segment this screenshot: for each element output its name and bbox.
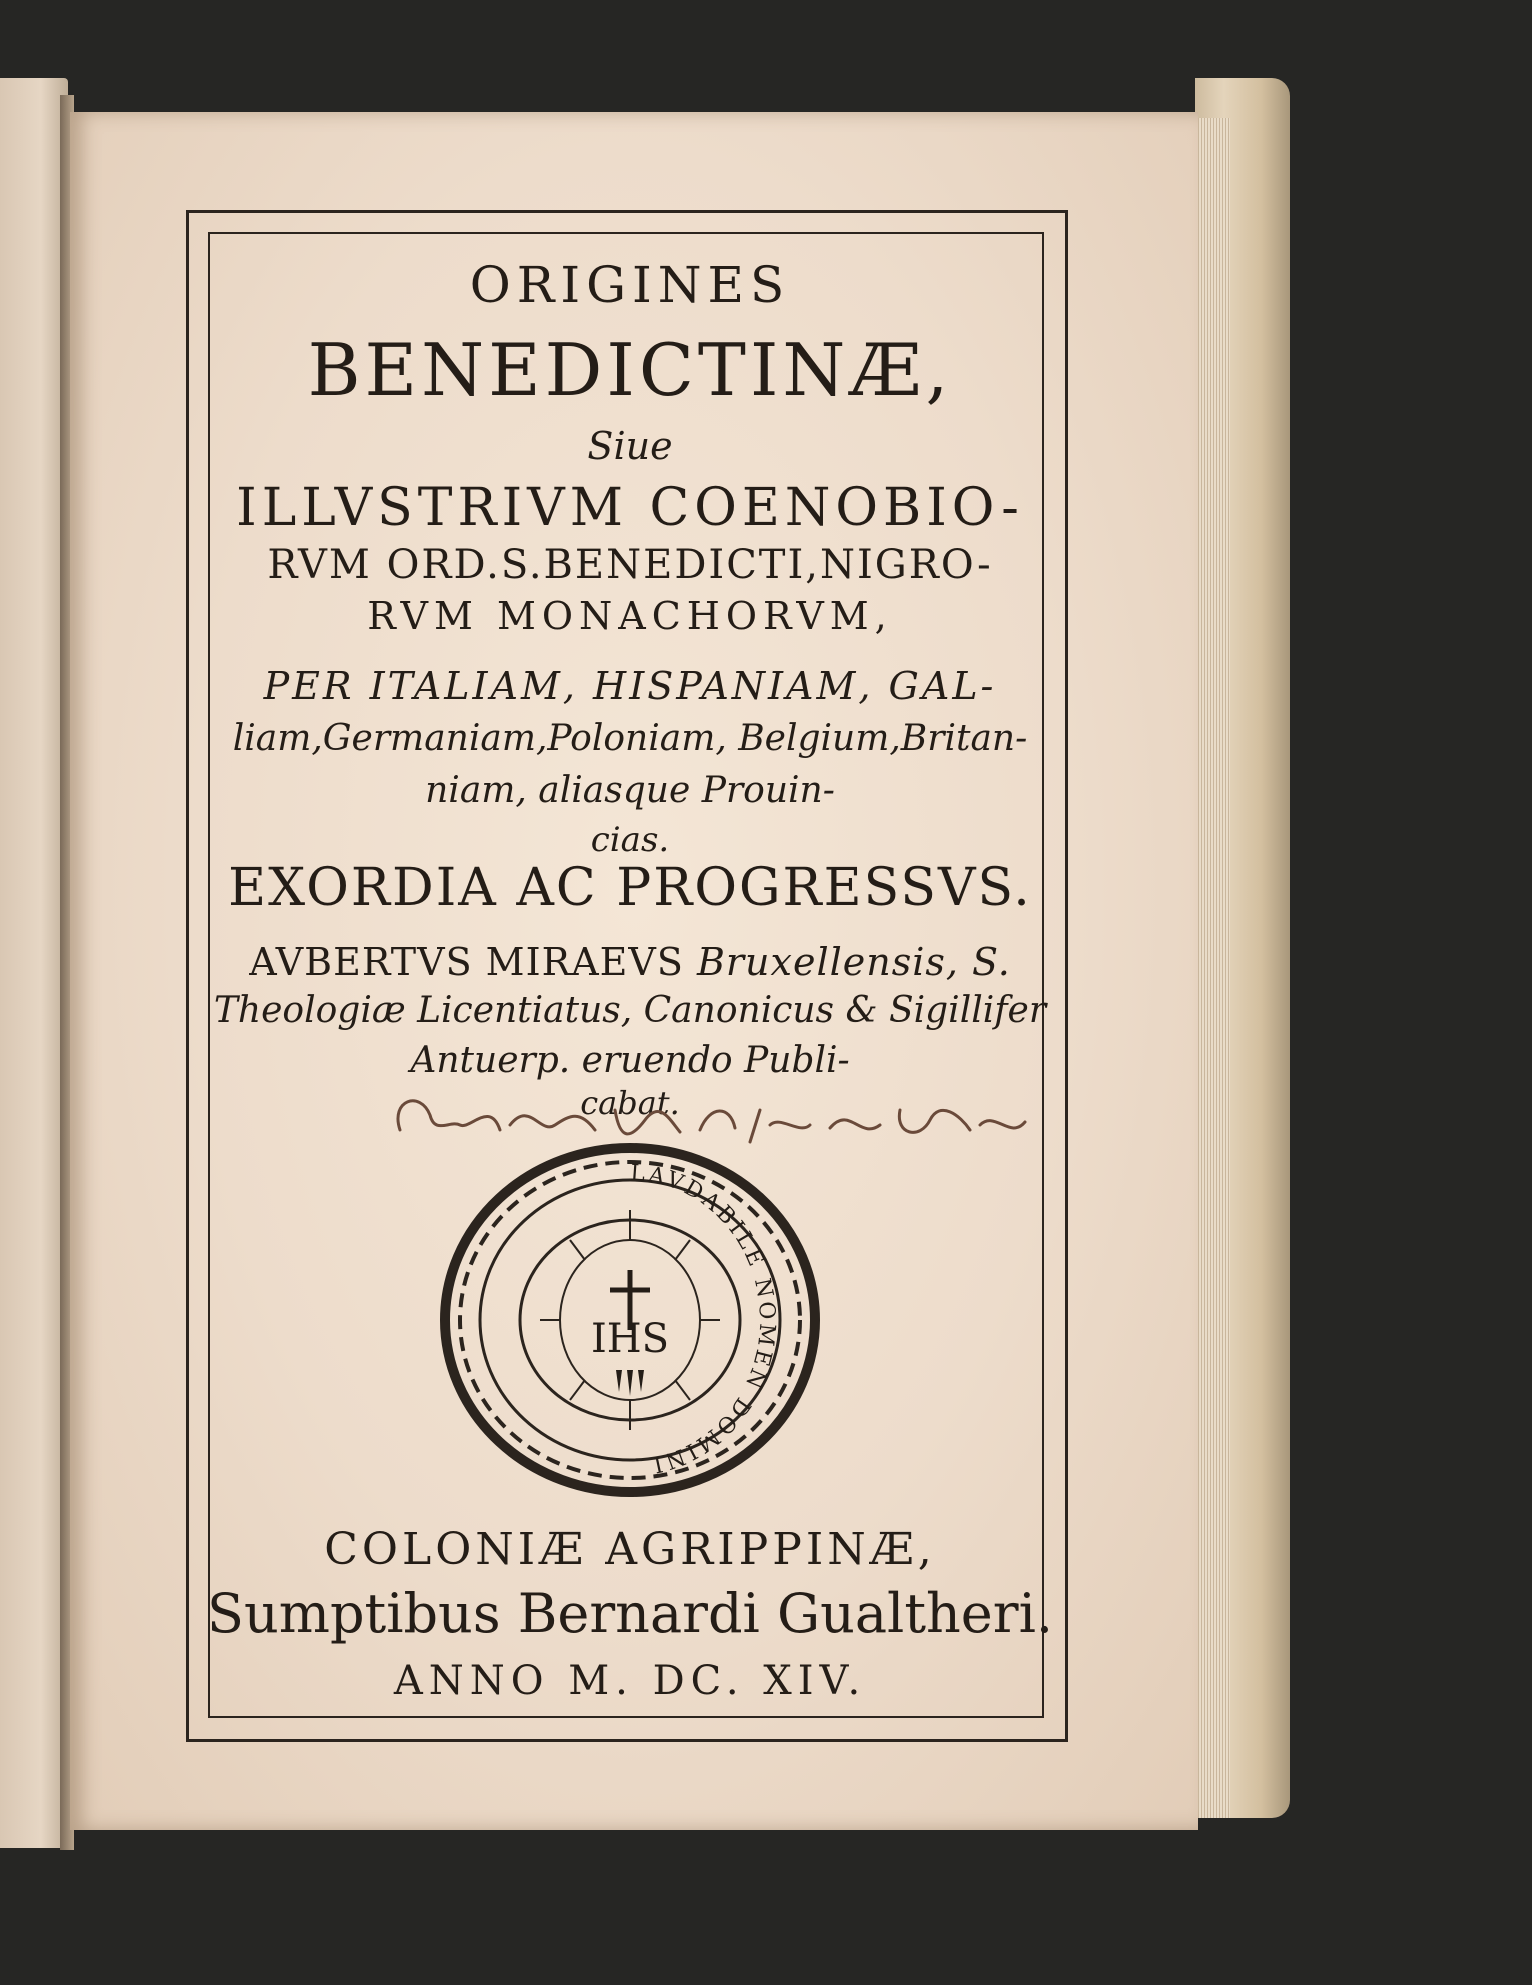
title-line-2: BENEDICTINÆ, (307, 328, 953, 412)
imprint-publisher: Sumptibus Bernardi Gualtheri. (206, 1582, 1054, 1645)
emblem-monogram: IHS (590, 1316, 670, 1362)
title-line-3: Siue (587, 424, 673, 468)
regions-line-4: cias. (590, 820, 670, 860)
title-line-5: RVM ORD.S.BENEDICTI,NIGRO- (267, 542, 993, 588)
author-line-1 (200, 940, 1060, 984)
regions-line-3: niam, aliasque Prouin- (425, 770, 835, 811)
author-line-4: cabat. (580, 1084, 680, 1122)
title-line-4: ILLVSTRIVM COENOBIO- (236, 478, 1024, 538)
emblem-ring-text: LAVDABILE NOMEN DOMINI (629, 1160, 780, 1478)
subtitle: EXORDIA AC PROGRESSVS. (228, 858, 1032, 918)
title-line-1: ORIGINES (469, 256, 791, 314)
regions-line-2: liam,Germaniam,Poloniam, Belgium,Britan- (232, 718, 1028, 759)
regions-line-1: PER ITALIAM, HISPANIAM, GAL- (263, 664, 997, 708)
imprint-place: COLONIÆ AGRIPPINÆ, (324, 1524, 936, 1575)
imprint-year: ANNO M. DC. XIV. (393, 1658, 867, 1704)
author-line-3: Antuerp. eruendo Publi- (410, 1040, 850, 1081)
facing-page-edge (0, 78, 68, 1848)
title-line-6: RVM MONACHORVM, (367, 594, 893, 638)
author-origin: Bruxellensis, S. (696, 940, 1011, 984)
ihs-emblem (430, 1130, 830, 1500)
author-name: AVBERTVS MIRAEVS (249, 940, 684, 984)
author-line-2: Theologiæ Licentiatus, Canonicus & Sigillifer (213, 990, 1047, 1031)
